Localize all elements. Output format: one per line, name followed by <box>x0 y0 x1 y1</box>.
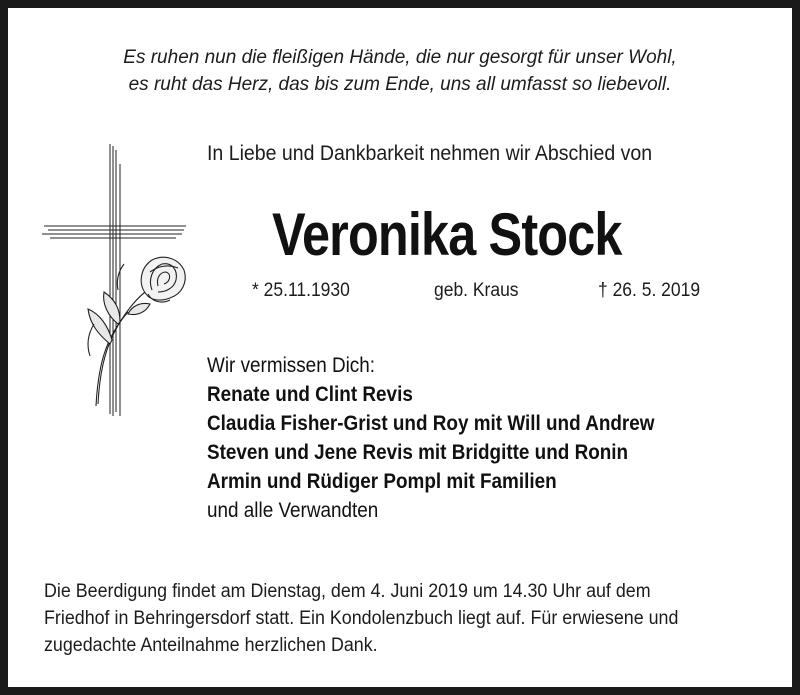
funeral-notice-line-1: Die Beerdigung findet am Dienstag, dem 4. Juni 2019 um 14.30 Uhr auf dem <box>44 581 651 602</box>
funeral-notice-line-3: zugedachte Anteilnahme herzlichen Dank. <box>44 635 378 656</box>
birth-date: * 25.11.1930 <box>252 280 350 301</box>
mourners-list <box>207 351 655 525</box>
funeral-notice <box>44 578 678 659</box>
maiden-name: geb. Kraus <box>434 280 519 301</box>
mourner-name: Armin und Rüdiger Pompl mit Familien <box>207 470 557 493</box>
death-date: † 26. 5. 2019 <box>598 280 701 301</box>
rose-icon <box>88 257 185 406</box>
funeral-notice-line-2: Friedhof in Behringersdorf statt. Ein Kondolenzbuch liegt auf. Für erwiesene und <box>44 608 679 629</box>
mourner-name: Renate und Clint Revis <box>207 383 413 406</box>
mourner-name: Steven und Jene Revis mit Bridgitte und Ronin <box>207 441 629 464</box>
poem-line-2: es ruht das Herz, das bis zum Ende, uns all umfasst so liebevoll. <box>128 74 672 95</box>
mourners-closing: und alle Verwandten <box>207 499 379 522</box>
poem <box>8 44 792 98</box>
mourners-heading: Wir vermissen Dich: <box>207 354 376 377</box>
deceased-name: Veronika Stock <box>272 201 622 268</box>
poem-line-1: Es ruhen nun die fleißigen Hände, die nur gesorgt für unser Wohl, <box>123 47 677 68</box>
cross-with-rose-illustration <box>38 144 188 419</box>
intro-text: In Liebe und Dankbarkeit nehmen wir Abschied von <box>207 142 653 165</box>
obituary-card <box>8 8 792 687</box>
mourner-name: Claudia Fisher-Grist und Roy mit Will und Andrew <box>207 412 655 435</box>
